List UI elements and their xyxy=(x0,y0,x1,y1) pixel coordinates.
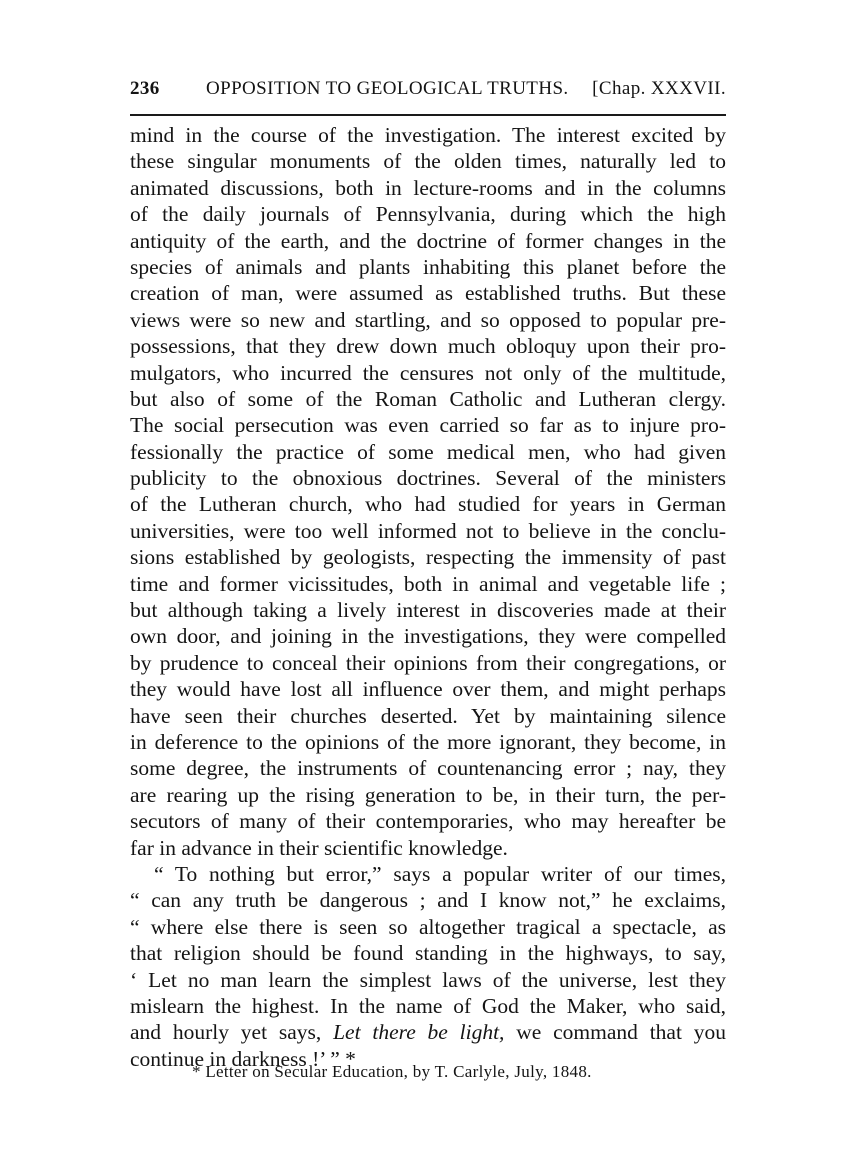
text-line: are rearing up the rising generation to be, in their turn, the per- xyxy=(130,782,726,807)
text-line: “ where else there is seen so altogether tragical a spectacle, as xyxy=(130,914,726,939)
text-line: own door, and joining in the investigations, they were compelled xyxy=(130,624,726,649)
text-line: of the daily journals of Pennsylvania, during which the high xyxy=(130,202,726,227)
text-line: publicity to the obnoxious doctrines. Several of the ministers xyxy=(130,466,726,491)
text-line: sions established by geologists, respecting the immensity of past xyxy=(130,545,726,570)
book-page xyxy=(130,74,727,1081)
chapter-label: [Chap. XXXVII. xyxy=(592,78,726,99)
text-line: mulgators, who incurred the censures not only of the multitude, xyxy=(130,360,726,385)
text-line: in deference to the opinions of the more ignorant, they become, in xyxy=(130,729,726,754)
italic-quotation: Let there be light, xyxy=(333,1020,505,1045)
text-fragment: and hourly yet says, xyxy=(130,1020,322,1045)
text-line: creation of man, were assumed as established truths. But these xyxy=(130,281,726,306)
text-line: fessionally the practice of some medical men, who had given xyxy=(130,439,726,464)
running-title: OPPOSITION TO GEOLOGICAL TRUTHS. xyxy=(206,78,569,99)
text-line-with-italic xyxy=(130,1019,726,1045)
text-line: “ To nothing but error,” says a popular writer of our times, xyxy=(154,861,726,886)
text-line: universities, were too well informed not to believe in the conclu- xyxy=(130,518,726,543)
text-line: possessions, that they drew down much obloquy upon their pro- xyxy=(130,334,726,359)
text-line: time and former vicissitudes, both in animal and vegetable life ; xyxy=(130,571,726,596)
text-line: they would have lost all influence over them, and might perhaps xyxy=(130,677,726,702)
footnote: * Letter on Secular Education, by T. Carlyle, July, 1848. xyxy=(192,1062,592,1081)
text-line: that religion should be found standing in the highways, to say, xyxy=(130,941,726,966)
text-line: “ can any truth be dangerous ; and I know not,” he exclaims, xyxy=(130,888,726,913)
text-line: mislearn the highest. In the name of God the Maker, who said, xyxy=(130,993,726,1018)
text-line: The social persecution was even carried so far as to injure pro- xyxy=(130,413,726,438)
text-line: ‘ Let no man learn the simplest laws of the universe, lest they xyxy=(130,967,726,992)
body-text xyxy=(130,122,726,1072)
text-line: these singular monuments of the olden times, naturally led to xyxy=(130,149,726,174)
text-line: of the Lutheran church, who had studied for years in German xyxy=(130,492,726,517)
text-line: but also of some of the Roman Catholic and Lutheran clergy. xyxy=(130,386,726,411)
text-line: species of animals and plants inhabiting this planet before the xyxy=(130,254,726,279)
text-line: antiquity of the earth, and the doctrine of former changes in the xyxy=(130,228,726,253)
text-line: some degree, the instruments of countenancing error ; nay, they xyxy=(130,756,726,781)
text-line: continue in darkness !’ ” * xyxy=(130,1046,356,1071)
text-line: mind in the course of the investigation. The interest excited by xyxy=(130,123,726,147)
text-line: but although taking a lively interest in discoveries made at their xyxy=(130,598,726,623)
text-line: far in advance in their scientific knowledge. xyxy=(130,835,508,860)
text-fragment: we command that you xyxy=(516,1020,727,1045)
text-line: secutors of many of their contemporaries, who may hereafter be xyxy=(130,809,726,834)
text-line: by prudence to conceal their opinions from their congregations, or xyxy=(130,650,726,675)
running-head xyxy=(130,74,726,104)
text-line: have seen their churches deserted. Yet by maintaining silence xyxy=(130,703,726,728)
page-number: 236 xyxy=(130,78,160,99)
text-line: animated discussions, both in lecture-rooms and in the columns xyxy=(130,175,726,200)
header-rule xyxy=(130,114,726,116)
text-line: views were so new and startling, and so opposed to popular pre- xyxy=(130,307,726,332)
